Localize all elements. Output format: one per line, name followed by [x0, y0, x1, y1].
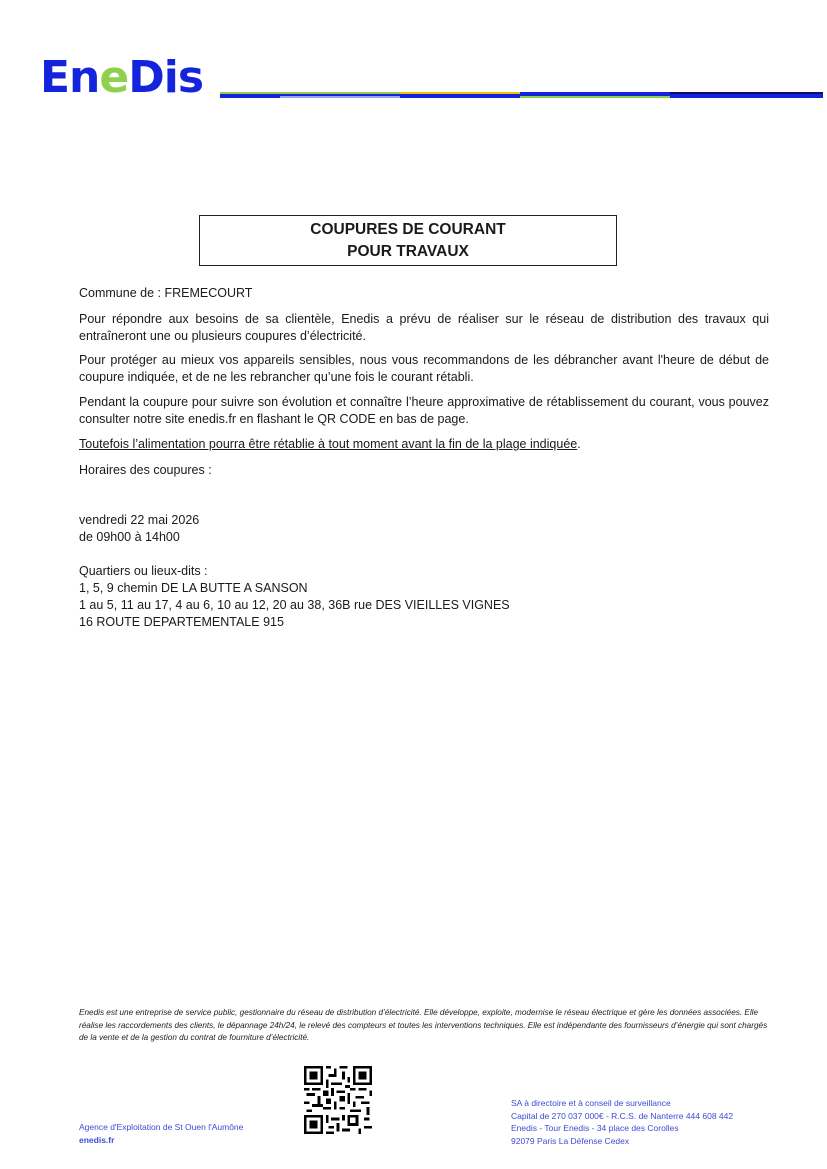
outage-hours: de 09h00 à 14h00 — [79, 530, 180, 544]
paragraph-follow-up: Pendant la coupure pour suivre son évolution et connaître l’heure approximative de rétablissement du courant, vous pouvez consulter notre site enedis.fr en flashant le QR CODE en bas de page. — [79, 395, 769, 426]
logo-part-en: En — [40, 52, 100, 103]
agency-name: Agence d'Exploitation de St Ouen l'Aumône — [79, 1122, 244, 1132]
paragraph-recommendation: Pour protéger au mieux vos appareils sensibles, nous vous recommandons de les débrancher avant l'heure de début de coupure indiquée, et de ne les rebrancher qu’une fois le courant rétabli. — [79, 353, 769, 384]
enedis-logo — [40, 52, 216, 103]
outage-date: vendredi 22 mai 2026 — [79, 513, 200, 527]
company-line: SA à directoire et à conseil de surveillance — [511, 1098, 671, 1108]
logo-wordmark — [40, 52, 216, 103]
notice-title-box — [199, 215, 617, 266]
warning-line — [79, 436, 769, 453]
logo-part-e: e — [99, 52, 129, 103]
header-band — [220, 92, 823, 98]
commune: Commune de : FREMECOURT — [79, 286, 253, 300]
company-line: 92079 Paris La Défense Cedex — [511, 1135, 630, 1146]
notice-title-line2: POUR TRAVAUX — [347, 243, 469, 260]
logo-part-dis: Dis — [128, 52, 204, 103]
area-item: 16 ROUTE DEPARTEMENTALE 915 — [79, 615, 284, 629]
agency-block — [79, 1121, 243, 1147]
website-link[interactable]: enedis.fr — [79, 1135, 115, 1145]
areas-heading: Quartiers ou lieux-dits : — [79, 564, 208, 578]
schedule-heading: Horaires des coupures : — [79, 463, 212, 477]
area-item: 1, 5, 9 chemin DE LA BUTTE A SANSON — [79, 581, 308, 595]
warning-end: . — [577, 437, 581, 451]
qr-code-icon[interactable] — [304, 1066, 372, 1134]
area-item: 1 au 5, 11 au 17, 4 au 6, 10 au 12, 20 au 38, 36B rue DES VIEILLES VIGNES — [79, 598, 510, 612]
paragraph-intro: Pour répondre aux besoins de sa clientèle, Enedis a prévu de réaliser sur le réseau de distribution des travaux qui entraîneront une ou plusieurs coupures d’électricité. — [79, 312, 769, 343]
footer-legal-text: Enedis est une entreprise de service public, gestionnaire du réseau de distribution d’électricité. Elle développe, exploite, modernise le réseau électrique et gère les données associées. Elle réalise les raccordements des clients, le dépannage 24h/24, le relevé des compteurs et toutes les interventions techniques. Elle est indépendante des fournisseurs d’énergie qui sont chargés de la vente et de la gestion du contrat de fourniture d’électricité. — [79, 1008, 768, 1042]
notice-title-line1: COUPURES DE COURANT — [310, 221, 506, 238]
company-line: Capital de 270 037 000€ - R.C.S. de Nanterre 444 608 442 — [511, 1110, 734, 1121]
company-line: Enedis - Tour Enedis - 34 place des Corolles — [511, 1123, 679, 1133]
company-info — [511, 1097, 733, 1147]
warning-text: Toutefois l’alimentation pourra être rétablie à tout moment avant la fin de la plage indiquée — [79, 437, 578, 451]
